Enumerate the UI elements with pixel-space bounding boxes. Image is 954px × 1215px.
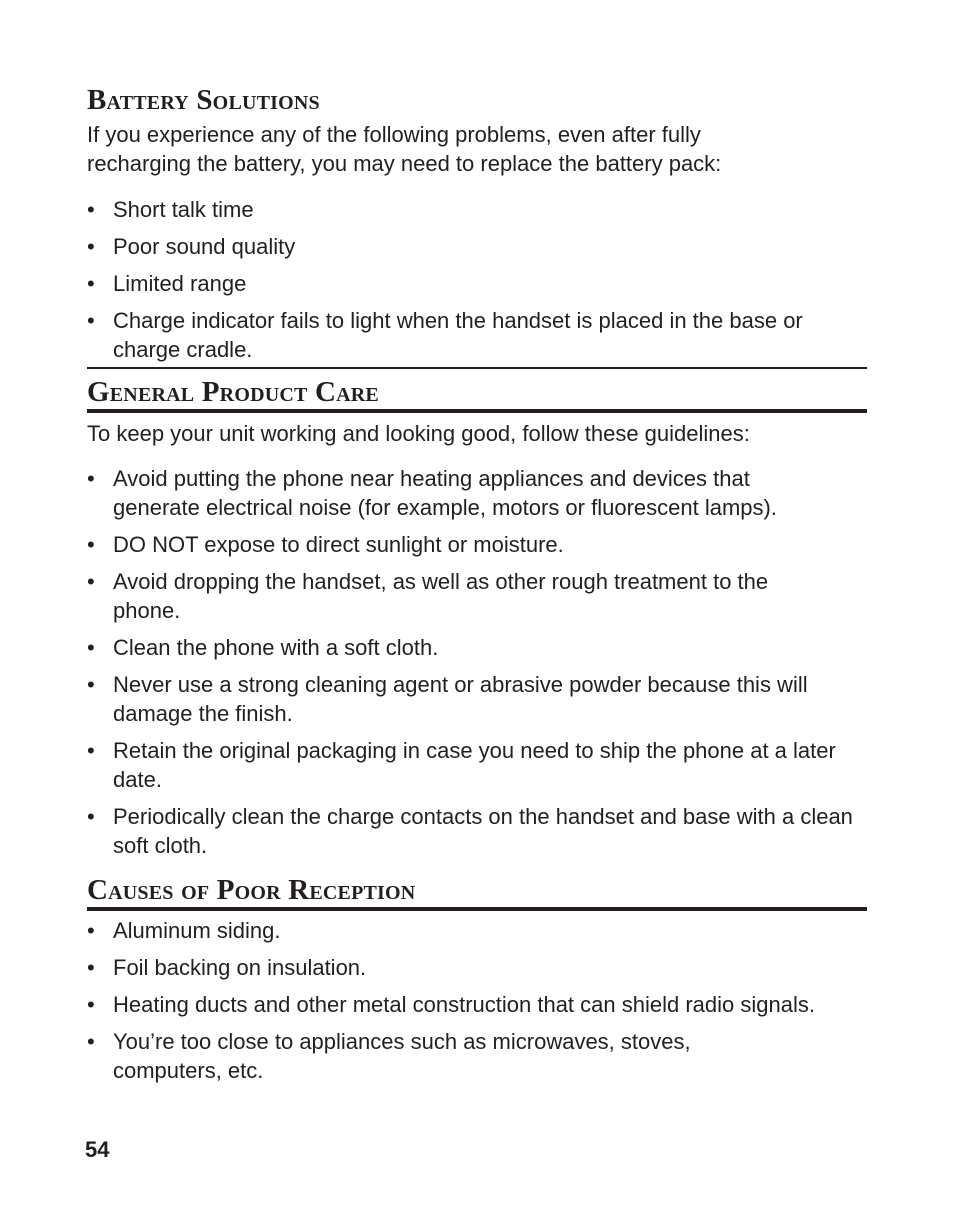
list-item: • Never use a strong cleaning agent or abrasive powder because this will damage the finish. xyxy=(87,670,867,728)
general-product-care-intro: To keep your unit working and looking good, follow these guidelines: xyxy=(87,421,750,446)
battery-solutions-heading: Battery Solutions xyxy=(87,84,320,116)
list-item: • Periodically clean the charge contacts on the handset and base with a clean soft cloth. xyxy=(87,802,853,860)
battery-solutions-intro: If you experience any of the following problems, even after fully recharging the battery, you may need to replace the battery pack: xyxy=(87,122,722,176)
list-item: • Limited range xyxy=(87,269,867,298)
product-care-list xyxy=(87,464,867,860)
list-item: • Retain the original packaging in case you need to ship the phone at a later date. xyxy=(87,736,843,794)
list-item: • DO NOT expose to direct sunlight or moisture. xyxy=(87,530,867,559)
list-item: • Short talk time xyxy=(87,195,867,224)
list-item: • Foil backing on insulation. xyxy=(87,953,867,982)
list-item: • Charge indicator fails to light when the handset is placed in the base or charge cradle. xyxy=(87,306,857,364)
section-divider xyxy=(87,367,867,369)
list-item: • Clean the phone with a soft cloth. xyxy=(87,633,867,662)
list-item: • Heating ducts and other metal construction that can shield radio signals. xyxy=(87,990,867,1019)
list-item: • Avoid dropping the handset, as well as other rough treatment to the phone. xyxy=(87,567,793,625)
causes-of-poor-reception-heading: Causes of Poor Reception xyxy=(87,876,867,911)
page-number: 54 xyxy=(85,1137,110,1162)
list-item: • Avoid putting the phone near heating appliances and devices that generate electrical noise (for example, motors or fluorescent lamps). xyxy=(87,464,833,522)
list-item: • Poor sound quality xyxy=(87,232,867,261)
list-item: • You’re too close to appliances such as microwaves, stoves, computers, etc. xyxy=(87,1027,753,1085)
general-product-care-heading: General Product Care xyxy=(87,378,867,413)
list-item: • Aluminum siding. xyxy=(87,916,867,945)
poor-reception-causes-list xyxy=(87,916,867,1085)
battery-problems-list xyxy=(87,195,867,364)
